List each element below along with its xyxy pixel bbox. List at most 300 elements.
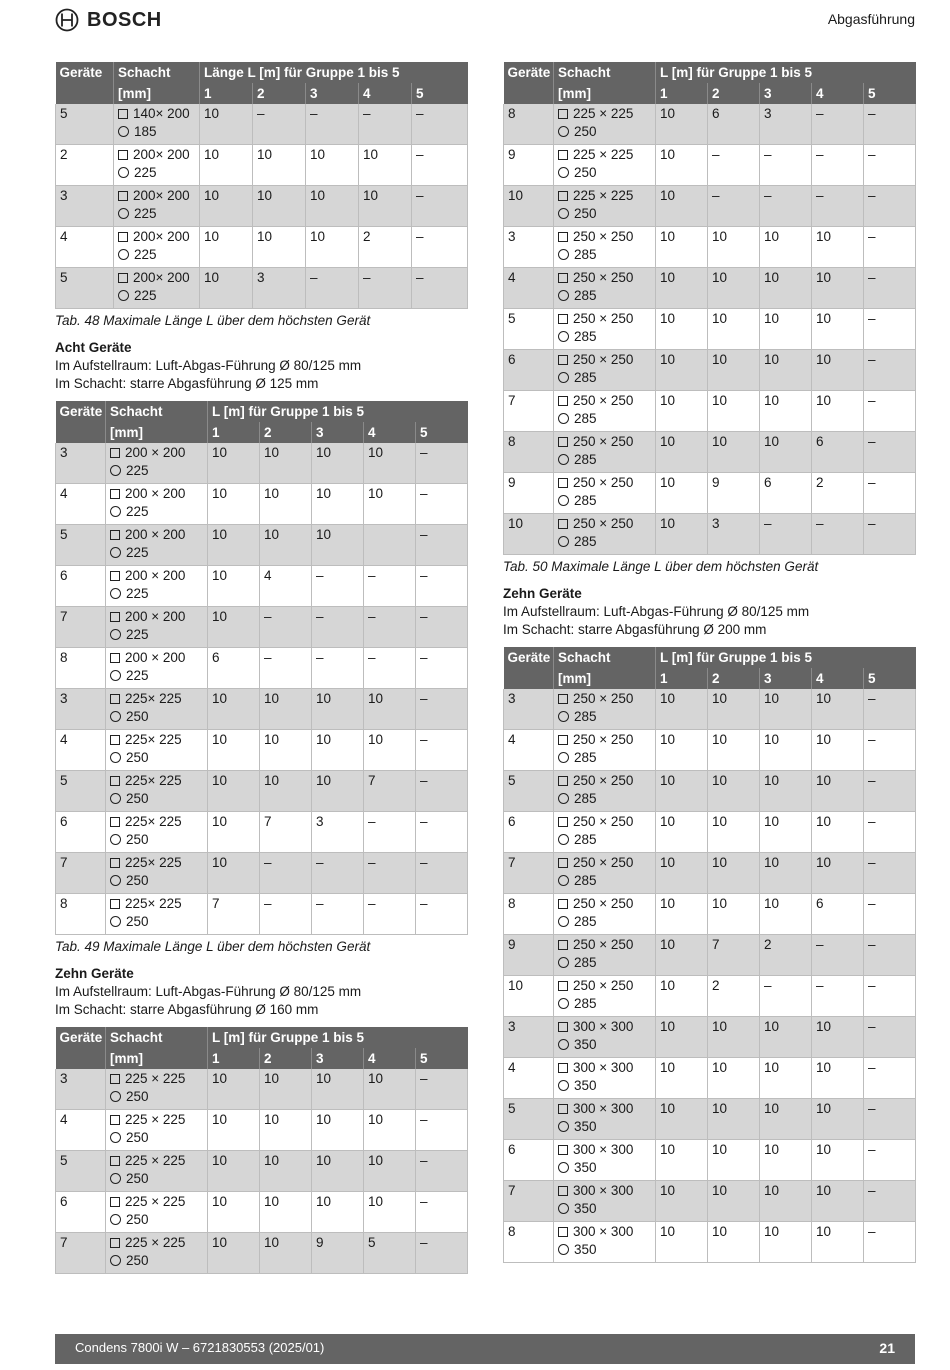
cell-group-2: 10 [253,145,306,186]
square-size: 300 × 300 [573,1101,634,1116]
schacht-round [558,1241,655,1259]
subheader-2: 1 [656,668,708,689]
square-size: 225× 225 [125,855,182,870]
square-size: 250 × 250 [573,516,634,531]
circle-icon [558,1039,569,1050]
cell-group-3: – [760,976,812,1017]
schacht-round [118,287,199,305]
circle-icon [110,875,121,886]
cell-geraete: 4 [56,227,114,268]
schacht-round [558,749,655,767]
subheader-1: [mm] [114,83,200,104]
table-row [504,1181,916,1222]
schacht-square [558,772,655,790]
schacht-round [558,205,655,223]
header-length-group: L [m] für Gruppe 1 bis 5 [208,1027,468,1048]
square-size: 250 × 250 [573,732,634,747]
cell-group-5: – [864,350,916,391]
cell-group-5: – [416,1069,468,1110]
schacht-round [110,790,207,808]
schacht-round [110,708,207,726]
subheader-5: 4 [812,83,864,104]
cell-schacht [554,391,656,432]
table-row [56,730,468,771]
cell-group-3: – [760,514,812,555]
round-size: 250 [126,832,149,847]
table-row [56,648,468,689]
table-row [504,432,916,473]
circle-icon [558,998,569,1009]
square-icon [558,1186,568,1196]
table-50-caption: Tab. 50 Maximale Länge L über dem höchsten Gerät [503,559,819,574]
square-icon [110,776,120,786]
schacht-square [558,690,655,708]
table-row [504,935,916,976]
round-size: 225 [126,504,149,519]
header-schacht: Schacht [554,647,656,668]
cell-group-5: – [412,104,468,145]
cell-group-1: 10 [656,145,708,186]
schacht-round [558,410,655,428]
round-size: 250 [574,206,597,221]
cell-group-1: 10 [656,514,708,555]
square-icon [558,355,568,365]
zehn-geraete-160-title: Zehn Geräte [55,966,134,981]
cell-group-5: – [412,268,468,309]
square-size: 200 × 200 [125,486,186,501]
cell-schacht [554,350,656,391]
cell-group-3: – [306,268,359,309]
subheader-6: 5 [416,1048,468,1069]
cell-schacht [554,268,656,309]
cell-geraete: 5 [56,525,106,566]
square-size: 225 × 225 [573,188,634,203]
circle-icon [118,126,129,137]
round-size: 250 [126,914,149,929]
table-row [504,145,916,186]
cell-schacht [106,1233,208,1274]
cell-geraete: 8 [56,648,106,689]
schacht-round [558,123,655,141]
round-size: 250 [126,1212,149,1227]
cell-group-5: – [864,391,916,432]
brand-name: BOSCH [87,8,162,31]
schacht-square [110,854,207,872]
cell-geraete: 7 [504,391,554,432]
circle-icon [110,711,121,722]
cell-group-5: – [416,771,468,812]
cell-geraete: 4 [504,1058,554,1099]
square-icon [110,899,120,909]
cell-group-5: – [864,1140,916,1181]
schacht-square [110,772,207,790]
square-icon [110,612,120,622]
cell-group-1: 10 [208,566,260,607]
schacht-square [118,105,199,123]
square-icon [118,109,128,119]
cell-group-3: – [312,894,364,935]
round-size: 225 [134,206,157,221]
cell-schacht [554,104,656,145]
square-size: 200 × 200 [125,568,186,583]
cell-group-3: – [312,566,364,607]
schacht-square [558,895,655,913]
schacht-square [558,515,655,533]
schacht-square [110,1111,207,1129]
schacht-square [110,895,207,913]
cell-schacht [554,227,656,268]
cell-group-2: 7 [708,935,760,976]
circle-icon [558,875,569,886]
round-size: 250 [126,873,149,888]
square-icon [558,1063,568,1073]
table-row [56,525,468,566]
cell-group-4: – [812,145,864,186]
cell-group-4: 10 [812,689,864,730]
schacht-round [110,1088,207,1106]
square-size: 300 × 300 [573,1019,634,1034]
cell-group-1: 10 [208,1151,260,1192]
cell-schacht [106,689,208,730]
cell-geraete: 10 [504,514,554,555]
circle-icon [558,711,569,722]
schacht-square [558,936,655,954]
cell-schacht [106,812,208,853]
cell-group-4: 10 [812,1181,864,1222]
round-size: 285 [574,329,597,344]
cell-group-5: – [416,853,468,894]
schacht-square [110,1234,207,1252]
square-icon [110,1156,120,1166]
cell-group-5: – [416,648,468,689]
circle-icon [558,1121,569,1132]
cell-group-3: 10 [760,268,812,309]
cell-geraete: 6 [504,812,554,853]
cell-schacht [554,812,656,853]
cell-group-5: – [416,1110,468,1151]
square-size: 250 × 250 [573,311,634,326]
cell-group-4: – [812,976,864,1017]
cell-group-1: 10 [200,186,253,227]
cell-group-3: 10 [312,771,364,812]
square-size: 225 × 225 [125,1112,186,1127]
header-length-group: L [m] für Gruppe 1 bis 5 [208,401,468,422]
cell-group-4: 6 [812,432,864,473]
data-table [55,1027,468,1274]
square-icon [558,191,568,201]
square-icon [110,858,120,868]
schacht-round [110,872,207,890]
cell-group-3: 10 [312,1110,364,1151]
cell-schacht [106,566,208,607]
cell-group-2: 10 [260,1110,312,1151]
schacht-round [558,954,655,972]
cell-group-1: 10 [656,104,708,145]
round-size: 225 [126,463,149,478]
square-size: 225× 225 [125,896,182,911]
cell-group-5: – [416,1233,468,1274]
circle-icon [558,208,569,219]
schacht-round [110,544,207,562]
cell-group-4: 10 [364,443,416,484]
square-size: 300 × 300 [573,1142,634,1157]
schacht-square [558,146,655,164]
cell-geraete: 10 [504,186,554,227]
cell-group-2: 7 [260,812,312,853]
schacht-square [110,526,207,544]
schacht-round [558,328,655,346]
table-row [504,309,916,350]
circle-icon [110,1132,121,1143]
cell-group-2: 10 [708,812,760,853]
square-icon [110,817,120,827]
cell-group-5: – [864,227,916,268]
cell-group-3: – [312,607,364,648]
cell-group-2: 10 [260,1192,312,1233]
schacht-round [110,667,207,685]
schacht-round [118,164,199,182]
schacht-square [110,1152,207,1170]
cell-group-1: 10 [656,1181,708,1222]
cell-group-3: 10 [312,525,364,566]
cell-group-5: – [864,730,916,771]
cell-group-3: 10 [760,853,812,894]
cell-group-4: 10 [812,1017,864,1058]
cell-group-2: 6 [708,104,760,145]
cell-group-2: 10 [253,227,306,268]
table-row [56,443,468,484]
square-icon [558,437,568,447]
cell-group-1: 10 [656,771,708,812]
cell-group-1: 10 [656,1222,708,1263]
square-icon [558,776,568,786]
cell-geraete: 9 [504,935,554,976]
schacht-round [110,913,207,931]
cell-group-3: 10 [760,689,812,730]
cell-schacht [554,976,656,1017]
circle-icon [558,834,569,845]
bosch-logo [55,8,162,32]
zehn-geraete-200-title: Zehn Geräte [503,586,582,601]
cell-schacht [106,648,208,689]
square-size: 300 × 300 [573,1224,634,1239]
cell-group-2: 10 [708,268,760,309]
circle-icon [110,916,121,927]
cell-group-4: 10 [812,771,864,812]
schacht-square [110,813,207,831]
subheader-5: 4 [812,668,864,689]
circle-icon [110,506,121,517]
cell-group-5: – [864,853,916,894]
schacht-round [558,872,655,890]
square-icon [558,150,568,160]
round-size: 285 [574,411,597,426]
table-48-caption: Tab. 48 Maximale Länge L über dem höchsten Gerät [55,313,371,328]
cell-group-3: 10 [312,1069,364,1110]
table-zehn-160 [55,1027,467,1274]
page-number: 21 [879,1340,895,1356]
cell-group-4: 10 [359,145,412,186]
cell-group-1: 10 [656,432,708,473]
round-size: 285 [574,873,597,888]
table-row [56,853,468,894]
schacht-square [558,433,655,451]
cell-geraete: 6 [504,1140,554,1181]
header-length-group: Länge L [m] für Gruppe 1 bis 5 [200,62,468,83]
cell-group-5: – [864,976,916,1017]
cell-group-1: 10 [208,1233,260,1274]
square-size: 250 × 250 [573,270,634,285]
square-size: 250 × 250 [573,978,634,993]
data-table [55,62,468,309]
square-size: 225 × 225 [125,1194,186,1209]
page-header [55,8,915,34]
circle-icon [110,752,121,763]
cell-geraete: 8 [504,432,554,473]
round-size: 250 [126,1130,149,1145]
cell-group-4: 10 [812,1099,864,1140]
header-schacht: Schacht [106,401,208,422]
cell-geraete: 4 [504,268,554,309]
table-row [56,1151,468,1192]
cell-group-3: 10 [306,145,359,186]
data-table [503,62,916,555]
square-size: 250 × 250 [573,229,634,244]
cell-group-5: – [412,145,468,186]
cell-group-3: 10 [312,443,364,484]
table-row [56,812,468,853]
square-size: 225 × 225 [573,106,634,121]
subheader-0 [56,422,106,443]
cell-schacht [554,1181,656,1222]
cell-group-2: 10 [708,1058,760,1099]
data-table [503,647,916,1263]
subheader-1: [mm] [554,668,656,689]
subheader-5: 4 [364,1048,416,1069]
round-size: 225 [134,247,157,262]
cell-group-4: – [364,566,416,607]
square-size: 200× 200 [133,229,190,244]
cell-schacht [114,227,200,268]
table-row [504,812,916,853]
cell-group-5: – [864,432,916,473]
schacht-square [558,187,655,205]
cell-schacht [554,1058,656,1099]
cell-group-5: – [416,443,468,484]
cell-group-2: 10 [260,1069,312,1110]
cell-schacht [554,309,656,350]
square-icon [110,448,120,458]
subheader-0 [56,83,114,104]
round-size: 225 [126,627,149,642]
table-row [56,689,468,730]
cell-group-4: 10 [364,1192,416,1233]
circle-icon [558,372,569,383]
cell-group-2: – [260,894,312,935]
round-size: 285 [574,370,597,385]
subheader-4: 3 [312,1048,364,1069]
cell-group-1: 10 [656,1017,708,1058]
header-geraete: Geräte [56,1027,106,1048]
cell-group-2: 10 [260,484,312,525]
round-size: 350 [574,1119,597,1134]
subheader-4: 3 [312,422,364,443]
schacht-square [110,444,207,462]
acht-geraete-line1: Im Aufstellraum: Luft-Abgas-Führung Ø 80/125 mm [55,358,362,373]
circle-icon [558,167,569,178]
cell-group-1: 10 [656,689,708,730]
cell-geraete: 5 [504,771,554,812]
cell-group-5: – [864,145,916,186]
schacht-square [558,474,655,492]
table-row [56,186,468,227]
table-row [504,1099,916,1140]
circle-icon [110,465,121,476]
square-icon [558,981,568,991]
round-size: 350 [574,1201,597,1216]
schacht-round [558,369,655,387]
cell-group-1: 10 [208,689,260,730]
cell-group-4: 10 [812,309,864,350]
cell-schacht [106,1192,208,1233]
cell-group-3: 10 [312,689,364,730]
square-icon [558,109,568,119]
subheader-6: 5 [864,668,916,689]
table-row [504,730,916,771]
round-size: 350 [574,1078,597,1093]
square-icon [558,817,568,827]
cell-group-3: 10 [760,1017,812,1058]
table-row [56,268,468,309]
cell-group-1: 10 [208,853,260,894]
subheader-2: 1 [200,83,253,104]
cell-group-1: 10 [208,730,260,771]
cell-schacht [114,104,200,145]
zehn-geraete-200-line2: Im Schacht: starre Abgasführung Ø 200 mm [503,622,767,637]
cell-geraete: 8 [504,1222,554,1263]
square-icon [558,1104,568,1114]
cell-group-1: 7 [208,894,260,935]
cell-group-5: – [416,484,468,525]
cell-group-1: 10 [208,443,260,484]
round-size: 250 [126,709,149,724]
cell-geraete: 5 [56,268,114,309]
acht-geraete-title: Acht Geräte [55,340,132,355]
subheader-3: 2 [708,83,760,104]
cell-geraete: 7 [56,1233,106,1274]
square-icon [558,396,568,406]
cell-group-2: 10 [708,432,760,473]
subheader-1: [mm] [554,83,656,104]
schacht-round [558,287,655,305]
cell-group-1: 10 [656,812,708,853]
schacht-square [118,187,199,205]
schacht-round [558,1159,655,1177]
cell-group-1: 10 [208,525,260,566]
schacht-square [558,105,655,123]
subheader-6: 5 [864,83,916,104]
schacht-round [110,626,207,644]
round-size: 285 [574,534,597,549]
circle-icon [118,249,129,260]
round-size: 285 [574,955,597,970]
schacht-round [558,708,655,726]
circle-icon [558,957,569,968]
schacht-square [110,567,207,585]
square-icon [110,489,120,499]
cell-group-1: 10 [656,976,708,1017]
cell-group-4: – [364,853,416,894]
